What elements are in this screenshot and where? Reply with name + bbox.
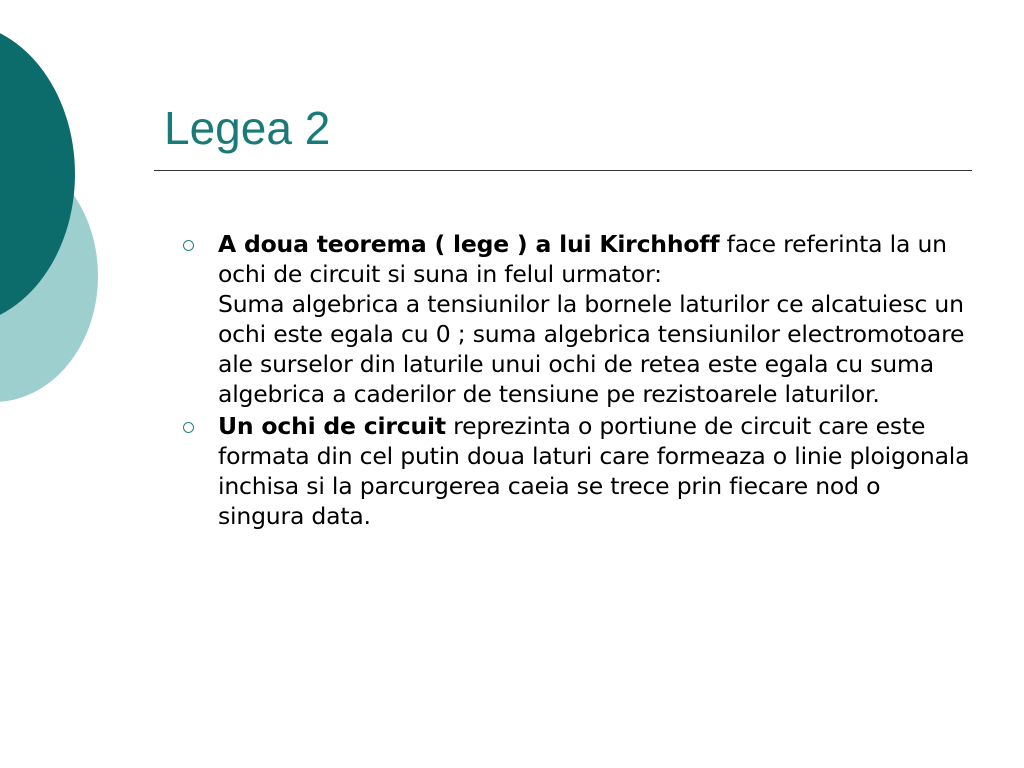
bullet-second-paragraph: Suma algebrica a tensiunilor la bornele laturilor ce alcatuiesc un ochi este egala cu 0 ; suma algebrica tensiunilor electromotoare ale surselor din laturile unui ochi de retea este egala cu suma algebrica a caderilor de tensiune pe rezistoarele laturilor. — [218, 290, 965, 408]
bullet-text — [218, 229, 970, 409]
bullet-text — [218, 411, 970, 531]
hollow-circle-bullet-icon — [183, 422, 194, 433]
bullet-item-circuit-loop — [180, 411, 970, 531]
bullet-body: face referinta la un ochi de circuit si suna in felul urmator: — [218, 230, 947, 288]
slide-title: Legea 2 — [164, 102, 331, 154]
bullet-bold-lead: Un ochi de circuit — [218, 412, 446, 440]
bullet-list — [180, 229, 970, 533]
bullet-item-kirchhoff-law — [180, 229, 970, 409]
bullet-body: reprezinta o portiune de circuit care este formata din cel putin doua laturi care formeaza o linie ploigonala inchisa si la parcurgerea caeia se trece prin fiecare nod o singura data. — [218, 412, 970, 530]
bullet-bold-lead: A doua teorema ( lege ) a lui Kirchhoff — [218, 230, 720, 258]
hollow-circle-bullet-icon — [183, 240, 194, 251]
title-divider — [154, 170, 972, 171]
